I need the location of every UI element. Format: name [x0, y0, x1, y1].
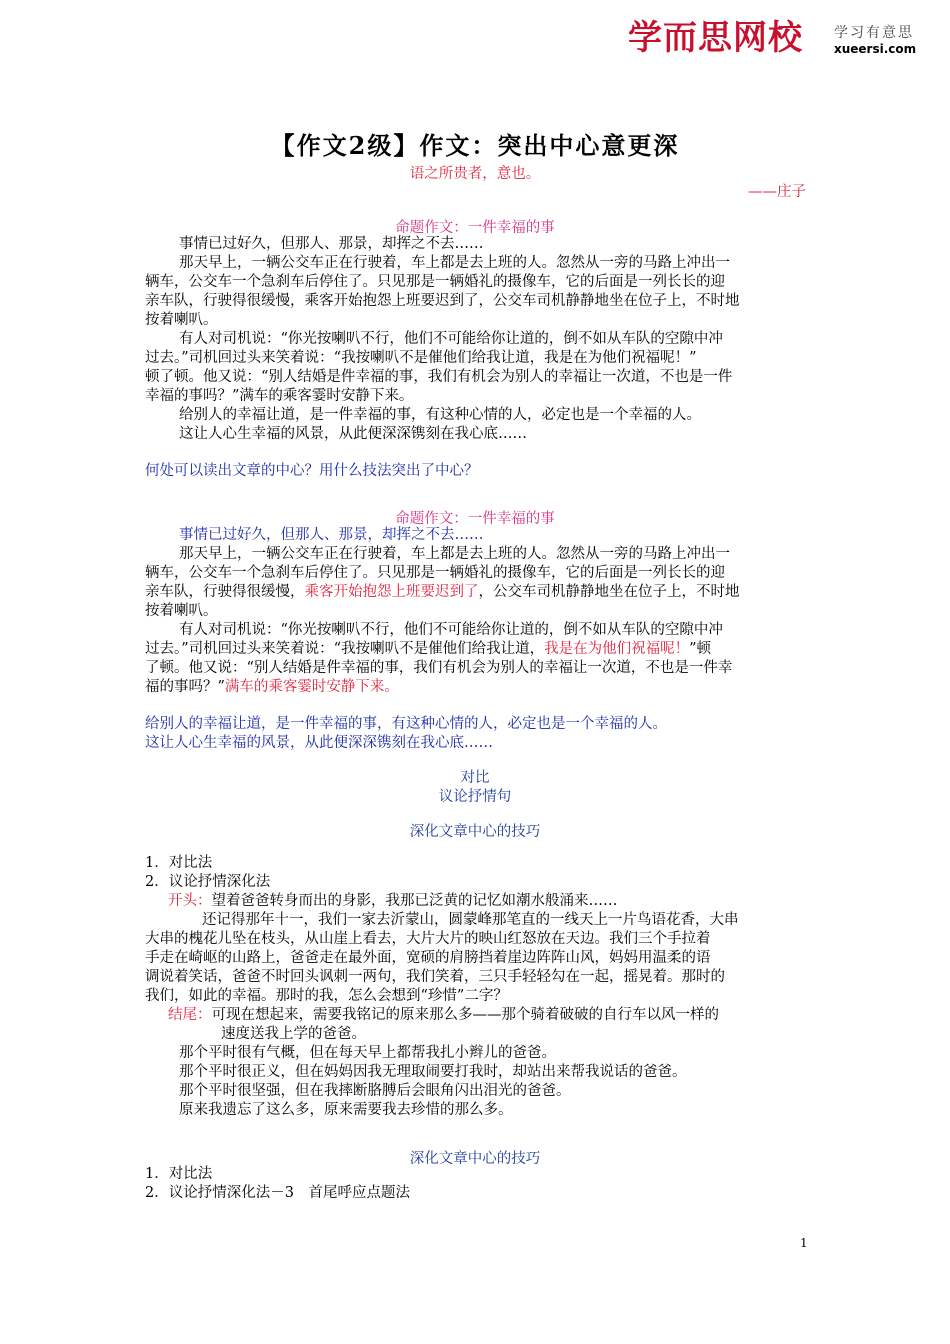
essay2-line: 那天早上，一辆公交车正在行驶着，车上都是去上班的人。忽然从一旁的马路上冲出一 [179, 546, 730, 562]
logo-tagline: 学习有意思 [834, 25, 914, 41]
essay2-line: 事情已过好久，但那人、那景，却挥之不去…… [179, 527, 484, 543]
essay1-line: 事情已过好久，但那人、那景，却挥之不去…… [179, 236, 484, 252]
ending-line: 那个平时很坚强，但在我摔断胳膊后会眼角闪出泪光的爸爸。 [179, 1083, 571, 1099]
essay1-line: 顿了顿。他又说：“别人结婚是件幸福的事，我们有机会为别人的幸福让一次道，不也是一件 [145, 369, 733, 385]
essay2-text: 过去。”司机回过头来笑着说：“我按喇叭不是催他们给我让道， [145, 641, 545, 657]
essay2-text: 亲车队，行驶得很缓慢， [145, 584, 305, 600]
essay1-line: 有人对司机说：“你光按喇叭不行，他们不可能给你让道的，倒不如从车队的空隙中冲 [179, 331, 723, 347]
essay2-text: ”顿 [689, 641, 711, 657]
list-item: 1．对比法 [145, 1166, 213, 1182]
page-number: 1 [800, 1236, 808, 1250]
essay1-line: 辆车，公交车一个急刹车后停住了。只见那是一辆婚礼的摄像车，它的后面是一列长长的迎 [145, 274, 725, 290]
memory-line: 大串的槐花儿坠在枝头，从山崖上看去，大片大片的映山红怒放在天边。我们三个手拉着 [145, 931, 711, 947]
ending-text: 可现在想起来，需要我铭记的原来那么多——那个骑着破破的自行车以风一样的 [211, 1007, 719, 1023]
essay2-highlight: 乘客开始抱怨上班要迟到了 [304, 584, 479, 600]
essay2-text: 福的事吗？” [145, 679, 225, 695]
essay1-line: 那天早上，一辆公交车正在行驶着，车上都是去上班的人。忽然从一旁的马路上冲出一 [179, 255, 730, 271]
opening-text: 望着爸爸转身而出的身影，我那已泛黄的记忆如潮水般涌来…… [211, 893, 618, 909]
ending-line: 原来我遗忘了这么多，原来需要我去珍惜的那么多。 [179, 1102, 513, 1118]
list-item: 2．议论抒情深化法 [145, 874, 271, 890]
essay2-line [145, 678, 807, 697]
essay-title-2: 命题作文：一件幸福的事 [395, 511, 555, 527]
quote: 语之所贵者，意也。 [409, 166, 541, 182]
question: 何处可以读出文章的中心？用什么技法突出了中心？ [145, 463, 479, 479]
opening [168, 892, 808, 911]
essay2-line: 按着喇叭。 [145, 603, 218, 619]
logo: 学而思网校 [628, 18, 803, 58]
essay2-line [145, 640, 807, 659]
ending-line: 那个平时很有气概，但在每天早上都帮我扎小辫儿的爸爸。 [179, 1045, 556, 1061]
essay2-highlight: 满车的乘客霎时安静下来。 [224, 679, 399, 695]
essay2-line: 了顿。他又说：“别人结婚是件幸福的事，我们有机会为别人的幸福让一次道，不也是一件幸 [145, 660, 733, 676]
ending [168, 1006, 808, 1025]
argue-label: 议论抒情句 [438, 789, 512, 805]
memory-line: 调说着笑话，爸爸不时回头讽刺一两句，我们笑着，三只手轻轻勾在一起，摇晃着。那时的 [145, 969, 725, 985]
technique-heading-2: 深化文章中心的技巧 [409, 1151, 541, 1167]
essay2-line: 给别人的幸福让道，是一件幸福的事，有这种心情的人，必定也是一个幸福的人。 [145, 716, 667, 732]
essay1-line: 给别人的幸福让道，是一件幸福的事，有这种心情的人，必定也是一个幸福的人。 [179, 407, 701, 423]
essay1-line: 亲车队，行驶得很缓慢，乘客开始抱怨上班要迟到了，公交车司机静静地坐在位子上，不时地 [145, 293, 740, 309]
ending-line: 那个平时很正义，但在妈妈因我无理取闹要打我时，却站出来帮我说话的爸爸。 [179, 1064, 687, 1080]
ending-label: 结尾： [168, 1007, 212, 1023]
list-item: 1．对比法 [145, 855, 213, 871]
essay2-line: 这让人心生幸福的风景，从此便深深镌刻在我心底…… [145, 735, 493, 751]
essay1-line: 过去。”司机回过头来笑着说：“我按喇叭不是催他们给我让道，我是在为他们祝福呢！” [145, 350, 697, 366]
essay2-text: ，公交车司机静静地坐在位子上，不时地 [478, 584, 740, 600]
memory-line: 我们，如此的幸福。那时的我，怎么会想到“珍惜”二字？ [145, 988, 508, 1004]
list-item: 2．议论抒情深化法－3 首尾呼应点题法 [145, 1185, 410, 1201]
page-title: 【作文2级】作文：突出中心意更深 [270, 131, 680, 160]
essay1-line: 按着喇叭。 [145, 312, 218, 328]
contrast-label: 对比 [460, 770, 490, 786]
essay2-line [145, 583, 807, 602]
essay1-line: 这让人心生幸福的风景，从此便深深镌刻在我心底…… [179, 426, 527, 442]
opening-label: 开头： [168, 893, 212, 909]
essay2-line: 有人对司机说：“你光按喇叭不行，他们不可能给你让道的，倒不如从车队的空隙中冲 [179, 622, 723, 638]
essay2-highlight: 我是在为他们祝福呢！ [544, 641, 690, 657]
essay-title-1: 命题作文：一件幸福的事 [395, 220, 555, 236]
logo-site: xueersi.com [834, 42, 917, 56]
technique-heading-1: 深化文章中心的技巧 [409, 824, 541, 840]
essay2-line: 辆车，公交车一个急刹车后停住了。只见那是一辆婚礼的摄像车，它的后面是一列长长的迎 [145, 565, 725, 581]
memory-line: 手走在崎岖的山路上，爸爸走在最外面，宽硕的肩膀挡着崖边阵阵山风，妈妈用温柔的语 [145, 950, 711, 966]
ending-line: 速度送我上学的爸爸。 [221, 1026, 366, 1042]
memory-line: 还记得那年十一，我们一家去沂蒙山，圆蒙峰那笔直的一线天上一片鸟语花香，大串 [202, 912, 739, 928]
quote-author: ——庄子 [748, 184, 806, 200]
essay1-line: 幸福的事吗？”满车的乘客霎时安静下来。 [145, 388, 414, 404]
